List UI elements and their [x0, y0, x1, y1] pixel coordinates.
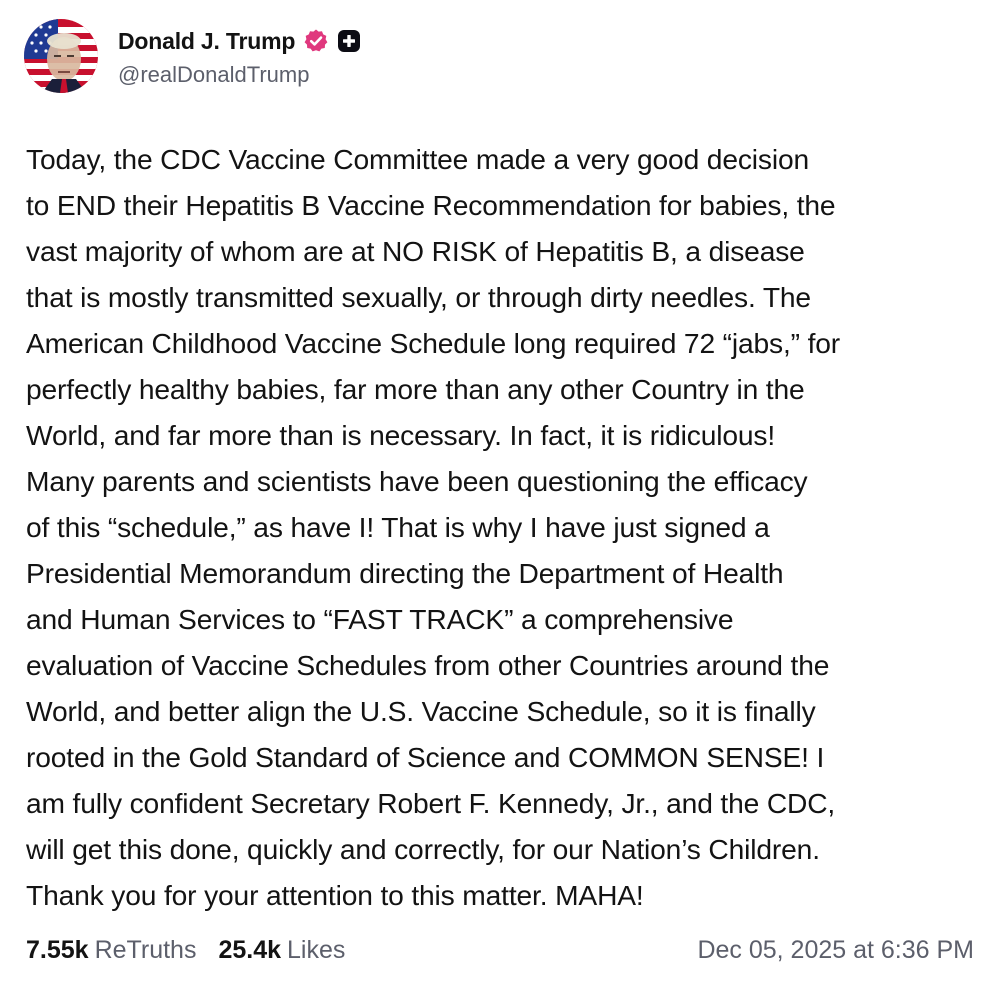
name-row: [118, 24, 361, 58]
post-text-line: will get this done, quickly and correctly, for our Nation’s Children.: [26, 833, 820, 865]
post-header: [24, 18, 361, 94]
post-text-line: that is mostly transmitted sexually, or through dirty needles. The: [26, 281, 811, 313]
verified-badge-icon: [303, 28, 329, 54]
likes-count: 25.4k: [218, 935, 282, 964]
retruths-label: ReTruths: [94, 935, 197, 964]
post-text-line: World, and far more than is necessary. In fact, it is ridiculous!: [26, 419, 776, 451]
post-text-line: Many parents and scientists have been questioning the efficacy: [26, 465, 808, 497]
display-name[interactable]: Donald J. Trump: [118, 27, 296, 54]
post-text-line: of this “schedule,” as have I! That is why I have just signed a: [26, 511, 770, 543]
post-text-line: vast majority of whom are at NO RISK of Hepatitis B, a disease: [26, 235, 805, 267]
retruths-stat[interactable]: [26, 936, 196, 965]
post-text-line: American Childhood Vaccine Schedule long required 72 “jabs,” for: [26, 327, 841, 359]
author-handle[interactable]: @realDonaldTrump: [118, 62, 310, 87]
post-text-line: to END their Hepatitis B Vaccine Recommendation for babies, the: [26, 189, 836, 221]
post-text-line: Presidential Memorandum directing the Department of Health: [26, 557, 784, 589]
post-text-line: World, and better align the U.S. Vaccine Schedule, so it is finally: [26, 695, 816, 727]
post-text-line: Today, the CDC Vaccine Committee made a very good decision: [26, 143, 810, 175]
post-text-line: rooted in the Gold Standard of Science and COMMON SENSE! I: [26, 741, 825, 773]
likes-stat[interactable]: [218, 936, 345, 965]
author-identity: [118, 24, 361, 88]
post-text-line: perfectly healthy babies, far more than any other Country in the: [26, 373, 805, 405]
post-timestamp[interactable]: Dec 05, 2025 at 6:36 PM: [697, 935, 974, 964]
post-text-line: Thank you for your attention to this matter. MAHA!: [26, 879, 644, 911]
post-body: [26, 136, 981, 918]
avatar[interactable]: [24, 19, 98, 93]
post-text-line: am fully confident Secretary Robert F. Kennedy, Jr., and the CDC,: [26, 787, 836, 819]
plus-badge-icon: [337, 29, 361, 53]
likes-label: Likes: [287, 935, 346, 964]
profile-avatar-flag-portrait-icon: [24, 19, 98, 93]
retruths-count: 7.55k: [26, 935, 89, 964]
post-footer: [26, 928, 974, 972]
post-text-line: and Human Services to “FAST TRACK” a comprehensive: [26, 603, 734, 635]
post-text-line: evaluation of Vaccine Schedules from other Countries around the: [26, 649, 830, 681]
